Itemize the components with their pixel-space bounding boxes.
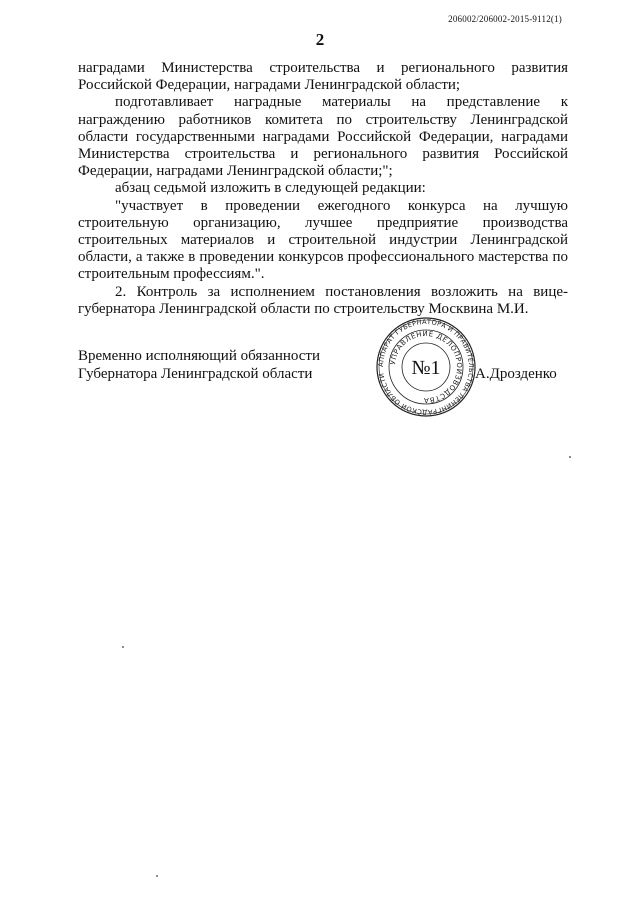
paragraph-seventh-intro: абзац седьмой изложить в следующей редакции: [115,180,426,197]
stamp-outer-text: АППАРАТ ГУБЕРНАТОРА И ПРАВИТЕЛЬСТВА ЛЕНИНГРАДСКОЙ ОБЛАСТИ [376,317,476,417]
signatory-name: А.Дрозденко [475,366,557,382]
page-number: 2 [315,30,325,49]
signatory-title-line-2: Губернатора Ленинградской области [78,365,313,382]
paragraph-control-clause: 2. Контроль за исполнением постановления возложить на вице-губернатора Ленинградской области по строительству Москвина М.И. [78,283,568,317]
signatory-title-line-1: Временно исполняющий обязанности [78,348,321,364]
paragraph-award-materials: подготавливает наградные материалы на представление к награждению работников комитета по строительству Ленинградской области государственными наградами Российской Федерации, наградами Министерства строительства и регионального развития Российской Федерации, наградами Ленинградской области;"; [78,94,568,180]
scan-speck [122,646,124,648]
document-id: 206002/206002-2015-9112(1) [448,14,562,24]
document-body [78,60,568,318]
signatory-title [78,348,320,383]
stamp-inner-text: УПРАВЛЕНИЕ ДЕЛОПРОИЗВОДСТВА [389,329,464,405]
stamp-center-number: №1 [411,357,441,379]
paragraph-awards-continued: наградами Министерства строительства и регионального развития Российской Федерации, наградами Ленинградской области; [78,60,568,94]
scan-speck [156,875,158,877]
scan-speck [569,456,571,458]
paragraph-contest-participation: "участвует в проведении ежегодного конкурса на лучшую строительную организацию, лучшее предприятие производства строительных материалов и строительной индустрии Ленинградской области, а также в проведении конкурсов профессионального мастерства по строительным профессиям.". [78,197,568,283]
official-stamp [375,316,477,418]
